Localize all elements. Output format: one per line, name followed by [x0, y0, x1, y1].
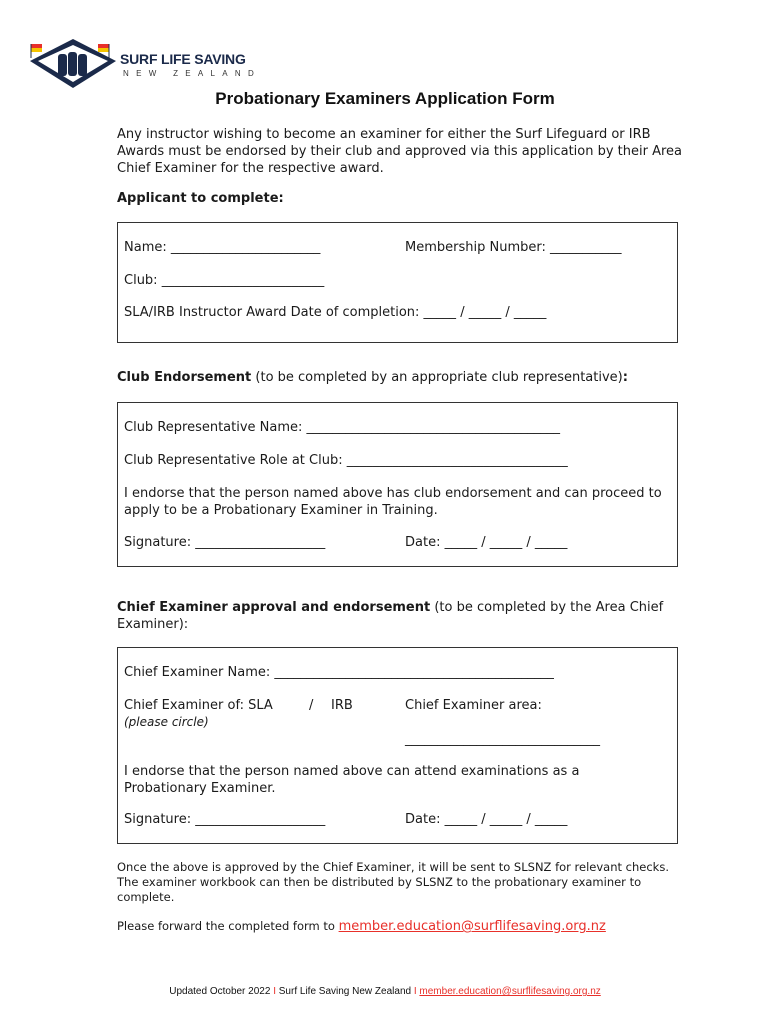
closing-note: Once the above is approved by the Chief Examiner, it will be sent to SLSNZ for relevant checks. The examiner workbook can then be distributed by SLSNZ to the probationary examiner to complete. [117, 860, 669, 904]
applicant-box [117, 222, 678, 343]
club-rep-name-field[interactable]: Club Representative Name: _______________________________________ [124, 420, 561, 435]
footer-separator-2: I [413, 986, 417, 997]
chief-examiner-heading-bold: Chief Examiner approval and endorsement [117, 600, 431, 615]
club-rep-role-field[interactable]: Club Representative Role at Club: __________________________________ [124, 453, 568, 468]
brand-subtitle: NEW ZEALAND [123, 69, 262, 78]
chief-examiner-of-sla[interactable]: Chief Examiner of: SLA [124, 698, 273, 713]
forward-email-link[interactable]: member.education@surflifesaving.org.nz [338, 919, 606, 934]
club-endorsement-heading-rest: (to be completed by an appropriate club representative) [251, 370, 623, 385]
name-field[interactable]: Name: _______________________ [124, 240, 321, 255]
chief-signature-field[interactable]: Signature: ____________________ [124, 812, 326, 827]
award-date-field[interactable]: SLA/IRB Instructor Award Date of completion: _____ / _____ / _____ [124, 305, 547, 320]
page-title: Probationary Examiners Application Form [215, 89, 555, 108]
please-circle-note: (please circle) [124, 715, 209, 729]
brand-name: SURF LIFE SAVING [120, 51, 246, 67]
club-endorsement-box [117, 402, 678, 567]
intro-paragraph: Any instructor wishing to become an examiner for either the Surf Lifeguard or IRB Awards must be endorsed by their club and approved via this application by their Area Chief Examiner for the respective award. [117, 127, 683, 176]
chief-examiner-of-irb[interactable]: IRB [331, 698, 353, 713]
chief-examiner-box [117, 647, 678, 844]
club-endorsement-heading-colon: : [622, 370, 628, 385]
club-endorsement-heading-bold: Club Endorsement [117, 370, 252, 385]
chief-examiner-heading [117, 599, 682, 633]
chief-examiner-heading-rest: (to be completed by the Area Chief Examiner): [117, 600, 664, 632]
chief-examiner-name-field[interactable]: Chief Examiner Name: ___________________________________________ [124, 665, 554, 680]
footer-org: Surf Life Saving New Zealand [278, 986, 412, 997]
footer-updated: Updated October 2022 [169, 986, 271, 997]
forward-line [117, 919, 606, 934]
club-field[interactable]: Club: _________________________ [124, 273, 325, 288]
footer-email-link[interactable]: member.education@surflifesaving.org.nz [419, 986, 601, 997]
club-endorsement-heading [117, 370, 628, 385]
chief-examiner-area-label: Chief Examiner area: [405, 698, 542, 713]
forward-text: Please forward the completed form to [117, 919, 339, 933]
applicant-heading: Applicant to complete: [117, 191, 284, 206]
chief-examiner-area-field[interactable]: ______________________________ [405, 732, 600, 747]
chief-examiner-of-slash: / [309, 698, 314, 713]
membership-number-field[interactable]: Membership Number: ___________ [405, 240, 622, 255]
page-footer [0, 986, 770, 997]
chief-date-field[interactable]: Date: _____ / _____ / _____ [405, 812, 568, 827]
chief-examiner-statement: I endorse that the person named above can attend examinations as a Probationary Examiner. [124, 764, 580, 796]
club-signature-field[interactable]: Signature: ____________________ [124, 535, 326, 550]
club-endorsement-statement: I endorse that the person named above has club endorsement and can proceed to apply to be a Probationary Examiner in Training. [124, 486, 662, 518]
club-date-field[interactable]: Date: _____ / _____ / _____ [405, 535, 568, 550]
footer-separator-1: I [273, 986, 276, 997]
